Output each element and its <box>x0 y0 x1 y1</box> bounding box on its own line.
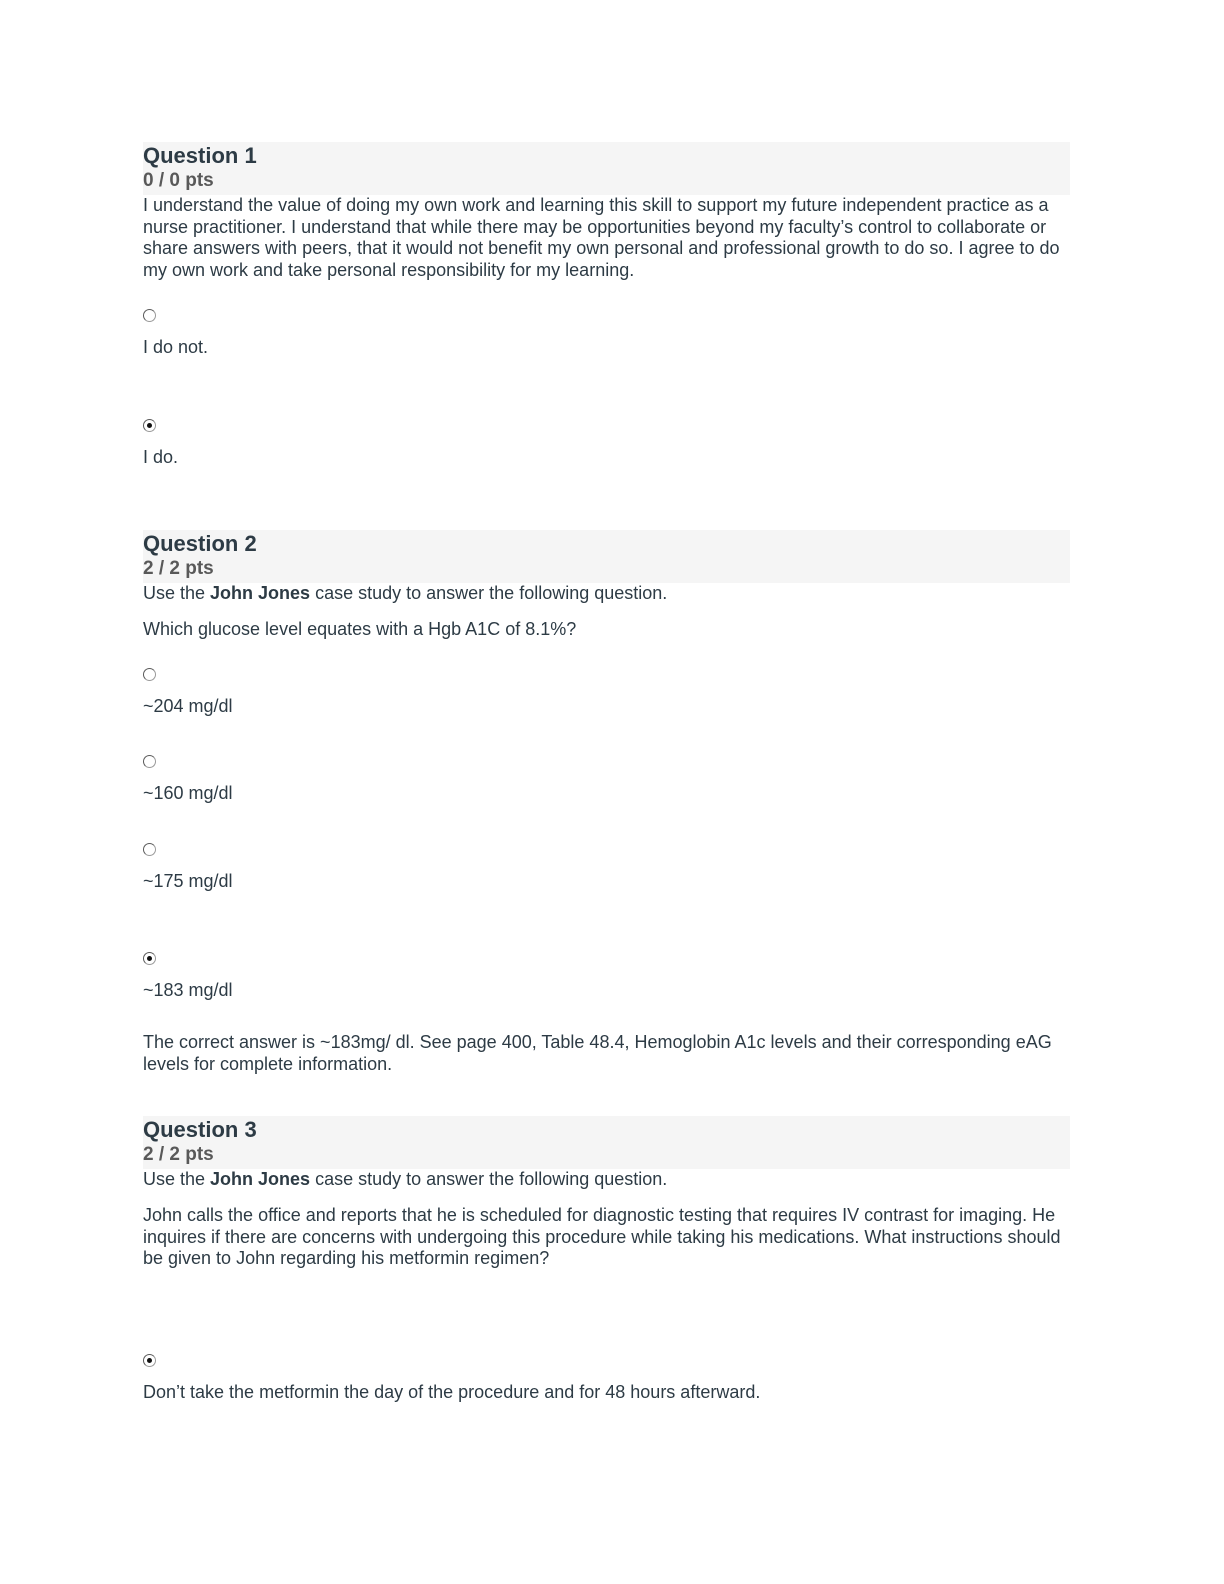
answer-option[interactable] <box>143 419 1070 432</box>
case-study-name: John Jones <box>210 1169 311 1189</box>
radio-button[interactable] <box>143 309 156 322</box>
question-2-text <box>143 619 1070 641</box>
question-header <box>143 1116 1070 1169</box>
question-intro <box>143 1169 1070 1191</box>
answer-label-container <box>143 870 1070 892</box>
answer-feedback <box>143 1032 1070 1075</box>
radio-button-selected[interactable] <box>143 1354 156 1367</box>
intro-text: Use the <box>143 583 211 603</box>
question-text: I understand the value of doing my own work and learning this skill to support my future independent practice as a nurse practitioner. I understand that while there may be opportunities beyond my faculty’s control to collaborate or share answers with peers, that it would not benefit my own personal and professional growth to do so. I agree to do my own work and take personal responsibility for my learning. <box>143 195 1060 280</box>
answer-option[interactable] <box>143 952 1070 965</box>
question-1-text <box>143 195 1070 281</box>
case-study-name: John Jones <box>210 583 311 603</box>
answer-label: ~204 mg/dl <box>143 696 233 716</box>
radio-button[interactable] <box>143 843 156 856</box>
radio-button-selected[interactable] <box>143 419 156 432</box>
answer-label-container <box>143 446 1070 468</box>
answer-option[interactable] <box>143 755 1070 768</box>
question-header <box>143 142 1070 195</box>
question-points: 0 / 0 pts <box>143 170 214 191</box>
intro-text: case study to answer the following question. <box>310 1169 668 1189</box>
answer-label-container <box>143 782 1070 804</box>
answer-option[interactable] <box>143 843 1070 856</box>
answer-label-container <box>143 336 1070 358</box>
answer-option[interactable] <box>143 1354 1070 1367</box>
answer-label: I do not. <box>143 337 209 357</box>
answer-label-container <box>143 1381 1070 1403</box>
question-3-text <box>143 1205 1070 1270</box>
question-header <box>143 530 1070 583</box>
question-2-intro <box>143 583 1070 605</box>
answer-label: I do. <box>143 447 179 467</box>
intro-text: case study to answer the following question. <box>310 583 668 603</box>
radio-button[interactable] <box>143 668 156 681</box>
question-text: Which glucose level equates with a Hgb A1C of 8.1%? <box>143 619 577 639</box>
feedback-text: The correct answer is ~183mg/ dl. See page 400, Table 48.4, Hemoglobin A1c levels and their corresponding eAG levels for complete information. <box>143 1032 1052 1074</box>
question-2-header <box>143 530 1070 583</box>
answer-label-container <box>143 979 1070 1001</box>
answer-label: ~160 mg/dl <box>143 783 233 803</box>
question-title: Question 1 <box>143 143 257 168</box>
question-intro <box>143 583 1070 605</box>
question-1-header <box>143 142 1070 195</box>
question-points: 2 / 2 pts <box>143 558 214 579</box>
answer-option[interactable] <box>143 309 1070 322</box>
answer-label: Don’t take the metformin the day of the procedure and for 48 hours afterward. <box>143 1382 761 1402</box>
radio-button[interactable] <box>143 755 156 768</box>
question-points: 2 / 2 pts <box>143 1144 214 1165</box>
answer-label: ~183 mg/dl <box>143 980 233 1000</box>
question-3-header <box>143 1116 1070 1169</box>
answer-label-container <box>143 695 1070 717</box>
answer-label: ~175 mg/dl <box>143 871 233 891</box>
question-title: Question 3 <box>143 1117 257 1142</box>
answer-option[interactable] <box>143 668 1070 681</box>
intro-text: Use the <box>143 1169 211 1189</box>
radio-button-selected[interactable] <box>143 952 156 965</box>
question-title: Question 2 <box>143 531 257 556</box>
question-3-intro <box>143 1169 1070 1191</box>
question-text: John calls the office and reports that he is scheduled for diagnostic testing that requires IV contrast for imaging. He inquires if there are concerns with undergoing this procedure while taking his medications. What instructions should be given to John regarding his metformin regimen? <box>143 1205 1061 1268</box>
